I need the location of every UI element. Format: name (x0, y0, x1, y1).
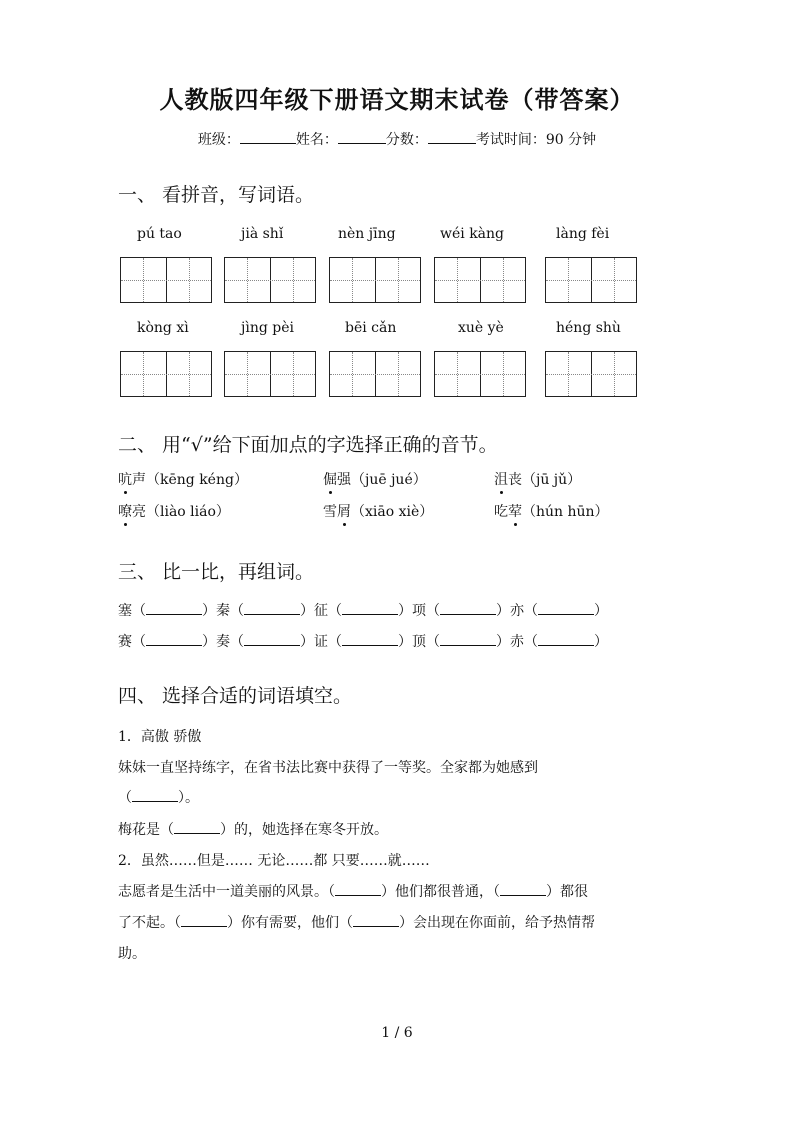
pinyin-2-4: xuè yè (458, 320, 504, 336)
word-blank[interactable] (244, 602, 300, 615)
q1-line3: 梅花是（ ）的，她选择在寒冬开放。 (118, 822, 388, 838)
score-label: 分数： (385, 132, 428, 148)
fill-blank[interactable] (353, 914, 399, 927)
word-blank[interactable] (538, 633, 594, 646)
page-title: 人教版四年级下册语文期末试卷（带答案） (159, 85, 635, 114)
section1-heading: 一、 看拼音，写词语。 (118, 184, 315, 206)
plain-char: 雪 (323, 504, 337, 520)
pinyin-1-3: nèn jīng (338, 226, 396, 242)
syllable-options[interactable]: 强（juē jué） (337, 472, 427, 488)
q2-line1: 志愿者是生活中一道美丽的风景。（ ）他们都很普通，（ ）都很 (118, 884, 588, 900)
writing-grid-2-2[interactable] (224, 351, 316, 397)
section3-heading: 三、 比一比，再组词。 (118, 561, 315, 583)
pinyin-1-5: làng fèi (556, 226, 610, 242)
compare-char: 顶 (412, 634, 426, 650)
compare-item: 赛（ ） (118, 634, 216, 650)
page-number: 1 / 6 (381, 1025, 413, 1041)
writing-grid-1-4[interactable] (434, 257, 526, 303)
compare-char: 秦 (216, 603, 230, 619)
compare-item: 奏（ ） (216, 634, 314, 650)
word-blank[interactable] (342, 602, 398, 615)
writing-grid-1-2[interactable] (224, 257, 316, 303)
syllable-item-3 (494, 469, 581, 489)
word-blank[interactable] (146, 633, 202, 646)
syllable-item-2 (323, 469, 427, 489)
compare-char: 亦 (510, 603, 524, 619)
q2-line1-b: 他们都很普通， (395, 884, 493, 900)
dotted-char: 嘹 (118, 501, 132, 521)
q2-line2-a: 了不起。 (118, 915, 174, 931)
score-blank[interactable] (428, 131, 476, 144)
fill-blank[interactable] (174, 821, 220, 834)
syllable-options[interactable]: 声（kēng kéng） (132, 472, 248, 488)
word-blank[interactable] (538, 602, 594, 615)
compare-item: 赤（ ） (510, 634, 608, 650)
compare-item: 亦（ ） (510, 603, 608, 619)
q2-line2-b: 你有需要，他们 (241, 915, 339, 931)
syllable-options[interactable]: 丧（jū jǔ） (508, 472, 582, 488)
compare-item: 顶（ ） (412, 634, 510, 650)
syllable-options[interactable]: （xiāo xiè） (351, 504, 434, 520)
q2-line1-c: 都很 (560, 884, 588, 900)
writing-grid-2-5[interactable] (545, 351, 637, 397)
q1-line2-end: 。 (185, 790, 199, 806)
q1-line1: 妹妹一直坚持练字，在省书法比赛中获得了一等奖。全家都为她感到 (118, 760, 538, 776)
word-blank[interactable] (342, 633, 398, 646)
word-blank[interactable] (440, 602, 496, 615)
compare-item: 项（ ） (412, 603, 510, 619)
pinyin-2-5: héng shù (556, 320, 621, 336)
writing-grid-1-5[interactable] (545, 257, 637, 303)
syllable-item-1 (118, 469, 248, 489)
dotted-char: 吭 (118, 469, 132, 489)
time-label: 考试时间：90 分钟 (475, 132, 597, 148)
q1-line2: （ ）。 (118, 790, 199, 806)
fill-blank[interactable] (132, 789, 178, 802)
writing-grid-2-1[interactable] (120, 351, 212, 397)
compare-char: 证 (314, 634, 328, 650)
section4-heading: 四、 选择合适的词语填空。 (118, 685, 353, 707)
writing-grid-2-3[interactable] (329, 351, 421, 397)
q2-line2: 了不起。（ ）你有需要，他们（ ）会出现在你面前，给予热情帮 (118, 915, 595, 931)
q1-line3-pre: 梅花是 (118, 822, 160, 838)
q2-line3: 助。 (118, 946, 146, 962)
word-blank[interactable] (146, 602, 202, 615)
compare-char: 塞 (118, 603, 132, 619)
pinyin-1-4: wéi kàng (440, 226, 505, 242)
q1-label: 1．高傲 骄傲 (118, 729, 202, 745)
compare-char: 征 (314, 603, 328, 619)
compare-item: 塞（ ） (118, 603, 216, 619)
name-blank[interactable] (338, 131, 386, 144)
compare-char: 赛 (118, 634, 132, 650)
compare-item: 证（ ） (314, 634, 412, 650)
pinyin-2-2: jìng pèi (241, 320, 294, 336)
dotted-char: 沮 (494, 469, 508, 489)
syllable-item-6 (494, 501, 609, 521)
compare-char: 项 (412, 603, 426, 619)
writing-grid-1-3[interactable] (329, 257, 421, 303)
class-blank[interactable] (240, 131, 296, 144)
syllable-options[interactable]: 亮（liào liáo） (132, 504, 230, 520)
compare-item: 秦（ ） (216, 603, 314, 619)
class-label: 班级： (197, 132, 240, 148)
pinyin-1-1: pú tao (137, 226, 182, 242)
dotted-char: 倔 (323, 469, 337, 489)
writing-grid-2-4[interactable] (434, 351, 526, 397)
q2-label: 2．虽然……但是…… 无论……都 只要……就…… (118, 853, 430, 869)
q2-line1-a: 志愿者是生活中一道美丽的风景。 (118, 884, 328, 900)
fill-blank[interactable] (500, 883, 546, 896)
student-info-line (0, 129, 794, 149)
syllable-item-5 (323, 501, 433, 521)
pinyin-2-3: bēi cǎn (345, 320, 397, 336)
dotted-char: 屑 (337, 501, 351, 521)
word-blank[interactable] (440, 633, 496, 646)
pinyin-2-1: kòng xì (137, 320, 189, 336)
fill-blank[interactable] (181, 914, 227, 927)
syllable-options[interactable]: （hún hūn） (522, 504, 609, 520)
plain-char: 吃 (494, 504, 508, 520)
compare-row-1 (118, 600, 608, 620)
syllable-item-4 (118, 501, 230, 521)
fill-blank[interactable] (335, 883, 381, 896)
pinyin-1-2: jià shǐ (241, 226, 284, 242)
compare-char: 奏 (216, 634, 230, 650)
writing-grid-1-1[interactable] (120, 257, 212, 303)
dotted-char: 荤 (508, 501, 522, 521)
q2-line2-c: 会出现在你面前，给予热情帮 (413, 915, 595, 931)
compare-item: 征（ ） (314, 603, 412, 619)
compare-char: 赤 (510, 634, 524, 650)
section2-heading: 二、 用“√”给下面加点的字选择正确的音节。 (118, 434, 498, 456)
compare-row-2 (118, 631, 608, 651)
q1-line3-post: 的，她选择在寒冬开放。 (234, 822, 388, 838)
name-label: 姓名： (295, 132, 338, 148)
word-blank[interactable] (244, 633, 300, 646)
